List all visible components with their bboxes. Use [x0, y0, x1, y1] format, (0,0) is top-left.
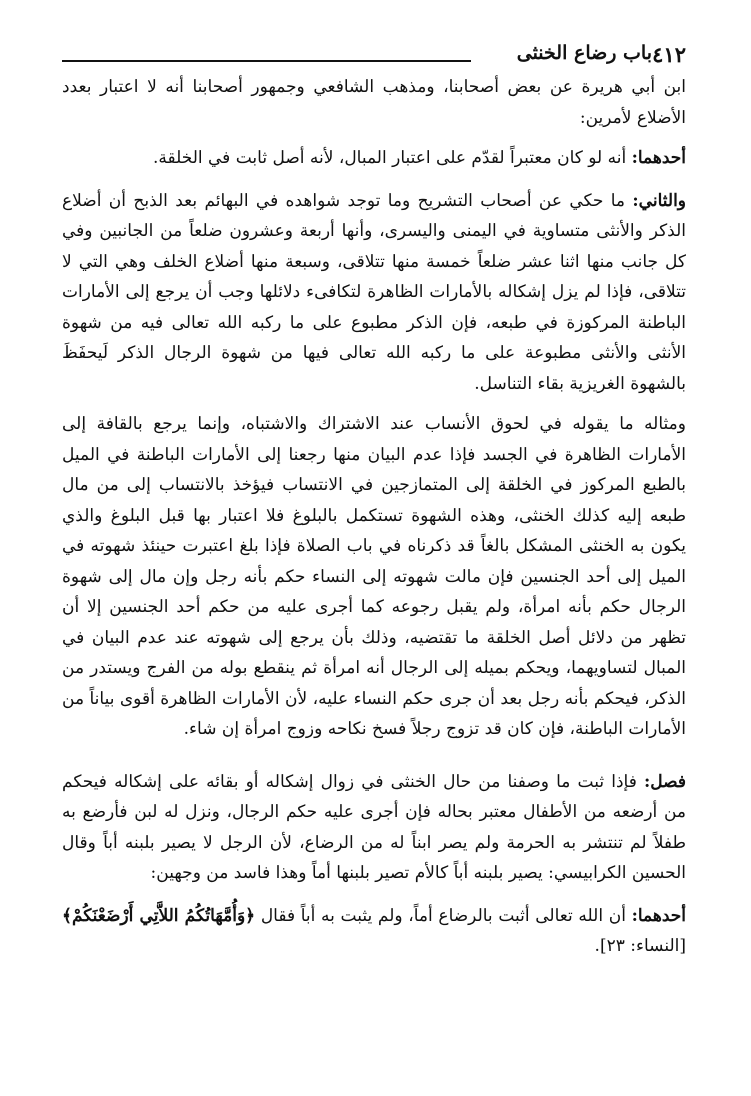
- paragraph-text: ما حكي عن أصحاب التشريح وما توجد شواهده في البهائم بعد الذبح أن أضلاع الذكر والأنثى متساوية في اليمنى واليسرى، وأنها أربعة وعشرون ضلعاً من الجانبين وفي كل جانب منها اثنا عشر ضلعاً خمسة منها تتلاقى، وسبعة منها أضلاع الخلف وهي التي لا تتلاقى، فإذا لم يزل إشكاله بالأمارات الظاهرة لتكافىء دلائلها وجب أن يرجع إلى الأمارات الباطنة المركوزة في طبعه، فإن الذكر مطبوع على ما ركبه الله تعالى فيه من شهوة الأنثى والأنثى مطبوعة على ما ركبه الله تعالى فيها من شهوة الرجال الذكر لَيحفَظَ بالشهوة الغريزية بقاء التناسل.: [62, 190, 686, 394]
- paragraph-lead: والثاني:: [632, 190, 687, 211]
- paragraph: [62, 186, 686, 400]
- paragraph: [62, 409, 686, 745]
- verse-citation: [النساء: ٢٣].: [594, 936, 686, 956]
- paragraph-text: أنه لو كان معتبراً لقدّم على اعتبار المبال، لأنه أصل ثابت في الخلقة.: [152, 148, 627, 168]
- paragraph: [62, 901, 686, 962]
- quran-verse: وَأُمَّهَاتُكُمُ اللاَّتِي أَرْضَعْنَكُمْ: [71, 905, 246, 926]
- paragraph-text: ومثاله ما يقوله في لحوق الأنساب عند الاشتراك والاشتباه، وإنما يرجع بالقافة إلى الأمارات الظاهرة في الجسد فإذا عدم البيان منها رجعنا إلى الأمارات الباطنة في الميل بالطبع المركوز في الخلقة إلى المتمازجين في الانتساب فيؤخذ بالانتساب إلى من مال طبعه إليه كذلك الخنثى، وهذه الشهوة تستكمل بالبلوغ فلا اعتبار بها قبل البلوغ والذي يكون به الخنثى المشكل بالغاً قد ذكرناه في باب الصلاة فإذا بلغ اعتبرت حينئذ شهوته في الميل إلى أحد الجنسين فإن مالت شهوته إلى النساء حكم بأنه رجل وإن مال إلى شهوة الرجال حكم بأنه امرأة، ولم يقبل رجوعه كما أجرى عليه من حكم أحد الجنسين إلا أن تظهر من دلائل أصل الخلقة ما تقتضيه، وذلك بأن يرجع إلى شهوته عند عدم البيان في المبال لتساويهما، ويحكم بميله إلى الرجال أنه امرأة ثم ينقطع بوله من الفرج ويستدر من الذكر، فيحكم بأنه رجل بعد أن جرى حكم النساء عليه، لأن الأمارات الظاهرة أقوى بياناً من الأمارات الباطنة، فإن كان قد تزوج رجلاً فسخ نكاحه وزوج امرأة إن شاء.: [62, 414, 686, 739]
- paragraph-lead: فصل:: [643, 771, 686, 792]
- page-header: [62, 38, 686, 74]
- paragraph-lead: أحدهما:: [631, 905, 686, 926]
- body-text: [62, 72, 686, 962]
- paragraph: [62, 72, 686, 133]
- ayah-close-bracket: ﴾: [62, 905, 72, 926]
- paragraph: [62, 767, 686, 889]
- paragraph: [62, 143, 686, 174]
- header-rule: [62, 60, 471, 62]
- paragraph-text: أن الله تعالى أثبت بالرضاع أماً، ولم يثبت به أباً فقال: [260, 905, 626, 926]
- ayah-open-bracket: ﴿: [245, 905, 256, 926]
- page-number: ٤١٢: [652, 42, 686, 67]
- running-title: باب رضاع الخنثى: [516, 42, 652, 64]
- paragraph-lead: أحدهما:: [631, 148, 686, 168]
- paragraph-text: ابن أبي هريرة عن بعض أصحابنا، ومذهب الشافعي وجمهور أصحابنا أنه لا اعتبار بعدد الأضلاع لأمرين:: [62, 77, 686, 128]
- paragraph-text: فإذا ثبت ما وصفنا من حال الخنثى في زوال إشكاله أو بقائه على إشكاله فيحكم من أرضعه من الأطفال معتبر بحاله فإن أجرى عليه حكم الرجال، ونزل له لبن فأرضع به طفلاً لم تنتشر به الحرمة ولم يصر ابناً له من الرضاع، لأن الرجل لا يصير بلبنه أباً وقال الحسين الكرابيسي: يصير بلبنه أباً كالأم تصير بلبنها أماً وهذا فاسد من وجهين:: [62, 771, 686, 883]
